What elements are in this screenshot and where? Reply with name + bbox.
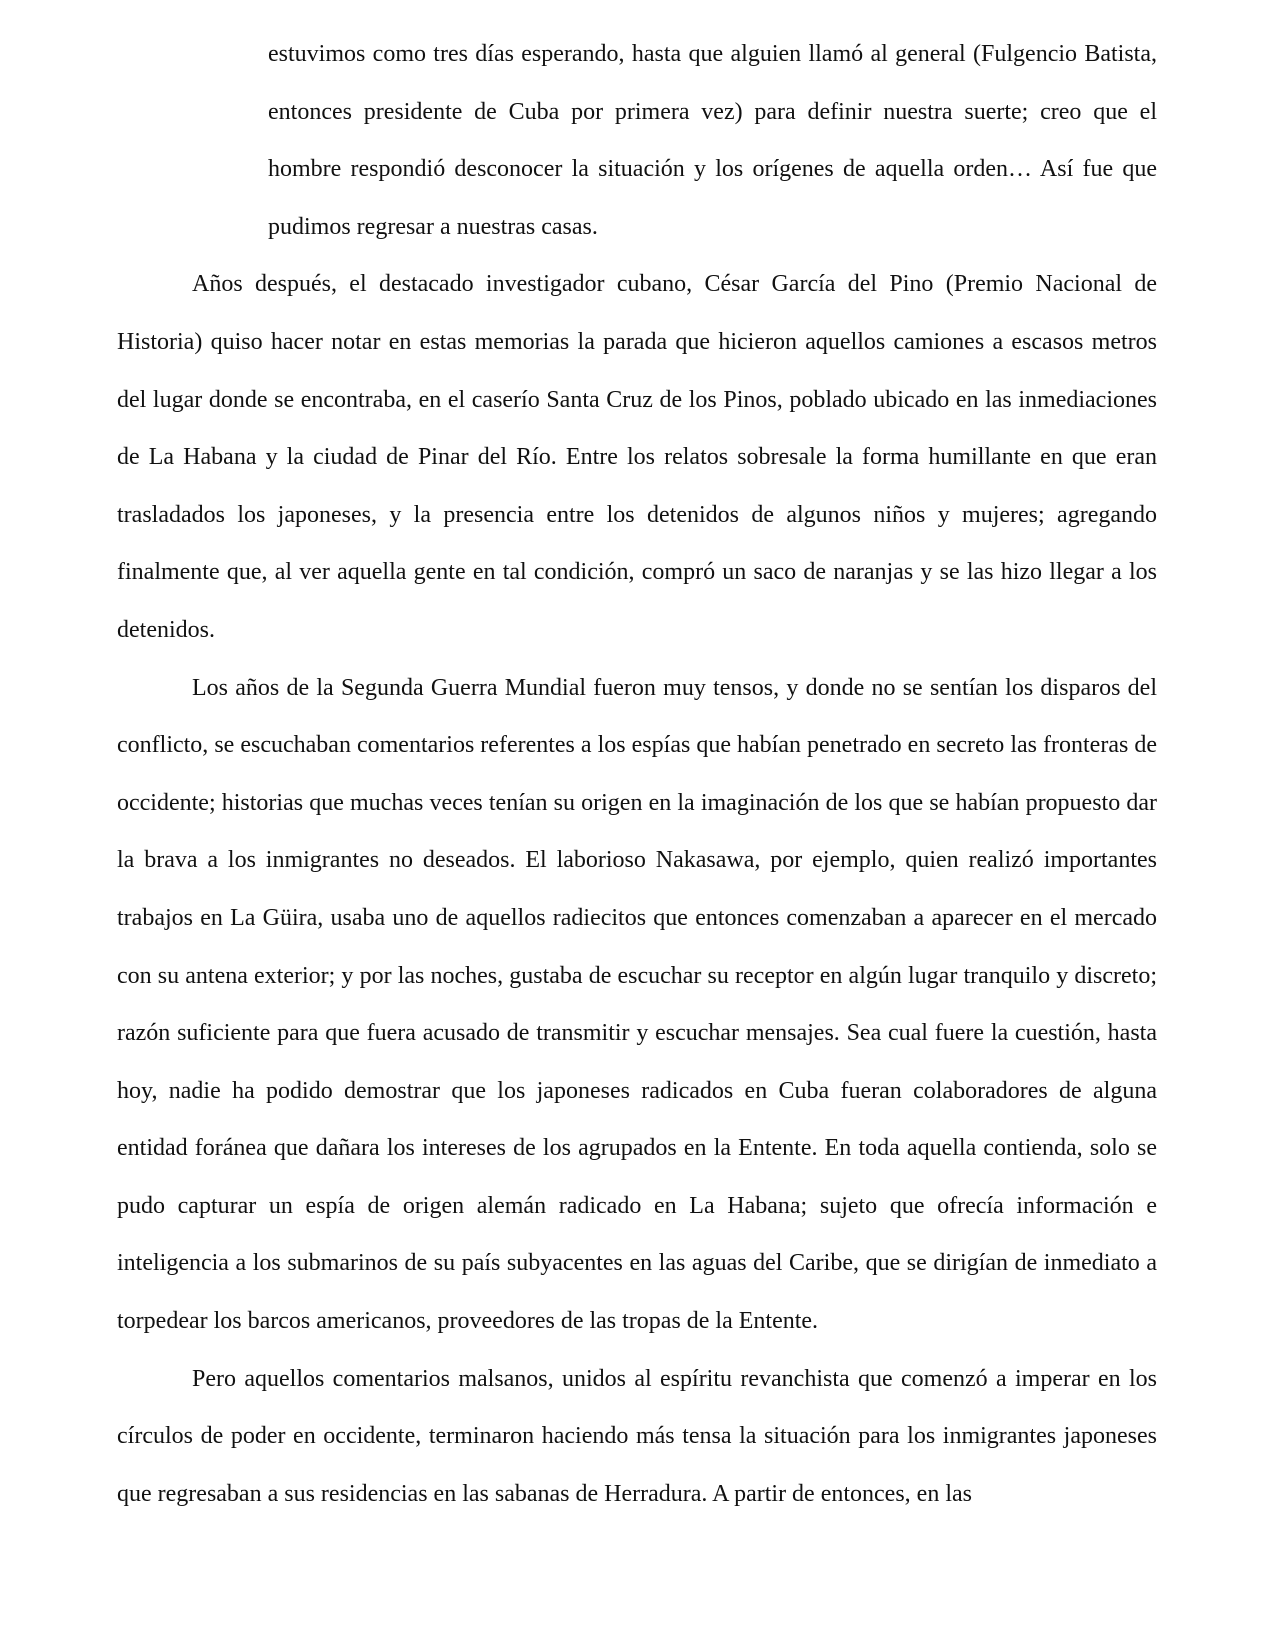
document-body: [117, 26, 1157, 1523]
paragraph-3: Pero aquellos comentarios malsanos, unidos al espíritu revanchista que comenzó a imperar en los círculos de poder en occidente, terminaron haciendo más tensa la situación para los inmigrantes japoneses que regresaban a sus residencias en las sabanas de Herradura. A partir de entonces, en las: [117, 1365, 1157, 1507]
paragraph-1: Años después, el destacado investigador cubano, César García del Pino (Premio Nacional de Historia) quiso hacer notar en estas memorias la parada que hicieron aquellos camiones a escasos metros del lugar donde se encontraba, en el caserío Santa Cruz de los Pinos, poblado ubicado en las inmediaciones de La Habana y la ciudad de Pinar del Río. Entre los relatos sobresale la forma humillante en que eran trasladados los japoneses, y la presencia entre los detenidos de algunos niños y mujeres; agregando finalmente que, al ver aquella gente en tal condición, compró un saco de naranjas y se las hizo llegar a los detenidos.: [117, 271, 1157, 643]
block-quote: estuvimos como tres días esperando, hasta que alguien llamó al general (Fulgencio Batista, entonces presidente de Cuba por primera vez) para definir nuestra suerte; creo que el hombre respondió desconocer la situación y los orígenes de aquella orden… Así fue que pudimos regresar a nuestras casas.: [268, 41, 1157, 240]
paragraph-2: Los años de la Segunda Guerra Mundial fueron muy tensos, y donde no se sentían los disparos del conflicto, se escuchaban comentarios referentes a los espías que habían penetrado en secreto las fronteras de occidente; historias que muchas veces tenían su origen en la imaginación de los que se habían propuesto dar la brava a los inmigrantes no deseados. El laborioso Nakasawa, por ejemplo, quien realizó importantes trabajos en La Güira, usaba uno de aquellos radiecitos que entonces comenzaban a aparecer en el mercado con su antena exterior; y por las noches, gustaba de escuchar su receptor en algún lugar tranquilo y discreto; razón suficiente para que fuera acusado de transmitir y escuchar mensajes. Sea cual fuere la cuestión, hasta hoy, nadie ha podido demostrar que los japoneses radicados en Cuba fueran colaboradores de alguna entidad foránea que dañara los intereses de los agrupados en la Entente. En toda aquella contienda, solo se pudo capturar un espía de origen alemán radicado en La Habana; sujeto que ofrecía información e inteligencia a los submarinos de su país subyacentes en las aguas del Caribe, que se dirigían de inmediato a torpedear los barcos americanos, proveedores de las tropas de la Entente.: [117, 674, 1157, 1335]
